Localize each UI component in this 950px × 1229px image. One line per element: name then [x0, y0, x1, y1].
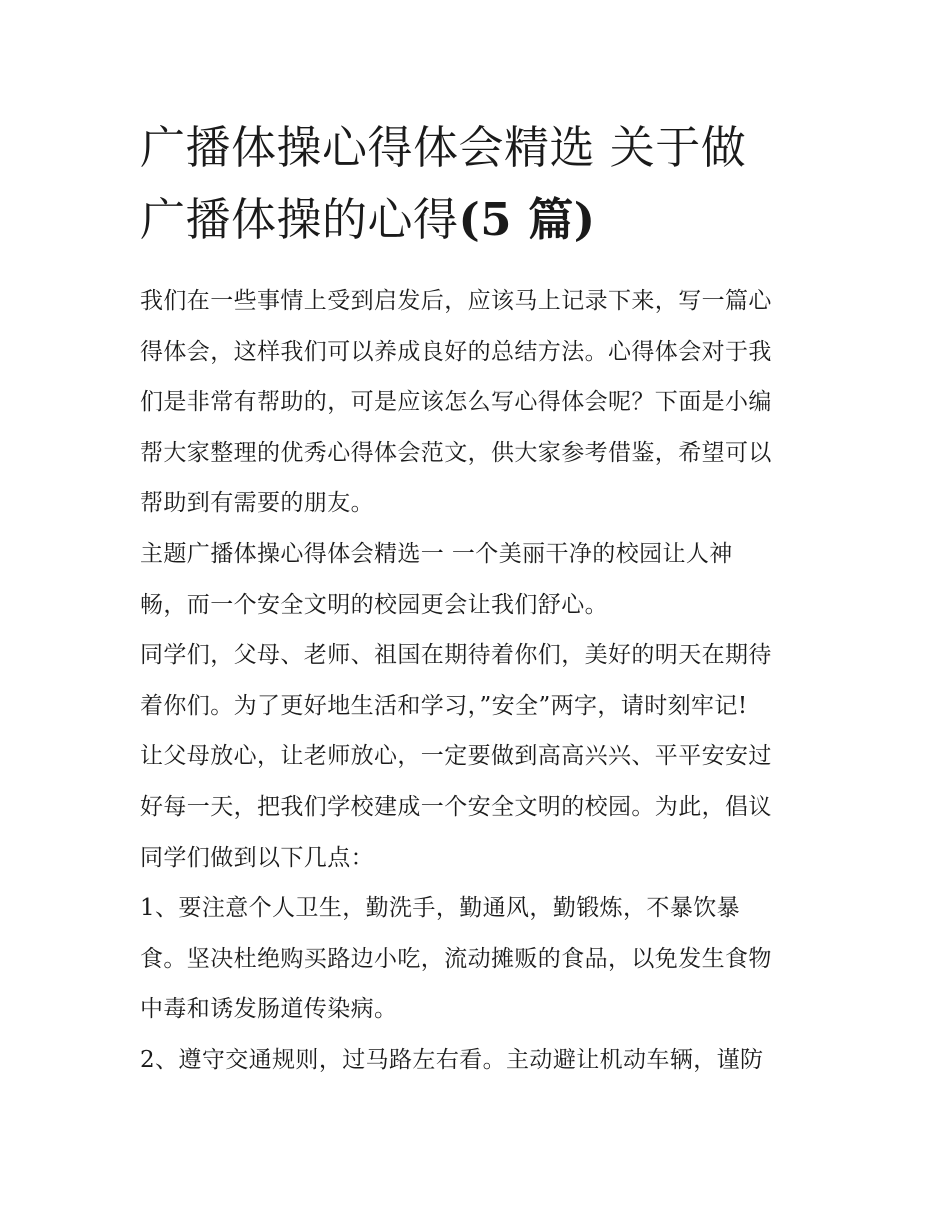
topic-paragraph: [140, 529, 816, 630]
title-line-2-text: 广播体操的心得: [140, 193, 459, 246]
text-line: 好每一天，把我们学校建成一个安全文明的校园。为此，倡议: [140, 793, 772, 820]
intro-paragraph: [140, 276, 816, 529]
text-line: 着你们。为了更好地生活和学习，”安全”两字，请时刻牢记!: [140, 692, 748, 719]
document-title: [140, 112, 816, 256]
text-line: 1、要注意个人卫生，勤洗手，勤通风，勤锻炼，不暴饮暴: [140, 895, 741, 922]
text-line: 食。坚决杜绝购买路边小吃，流动摊贩的食品，以免发生食物: [140, 945, 772, 972]
text-line: 得体会，这样我们可以养成良好的总结方法。心得体会对于我: [140, 338, 772, 365]
title-line-2-count: (5 篇): [458, 193, 596, 246]
text-line: 2、遵守交通规则，过马路左右看。主动避让机动车辆，谨防: [140, 1046, 764, 1073]
point-2-paragraph: [140, 1035, 816, 1086]
text-line: 们是非常有帮助的，可是应该怎么写心得体会呢？下面是小编: [140, 389, 772, 416]
text-line: 帮大家整理的优秀心得体会范文，供大家参考借鉴，希望可以: [140, 439, 772, 466]
text-line: 让父母放心，让老师放心，一定要做到高高兴兴、平平安安过: [140, 743, 772, 770]
document-page: [140, 112, 816, 1086]
text-line: 中毒和诱发肠道传染病。: [140, 996, 398, 1023]
title-line-1: 广播体操心得体会精选 关于做: [140, 121, 747, 174]
title-line-2: [140, 184, 816, 256]
text-line: 主题广播体操心得体会精选一 一个美丽干净的校园让人神: [140, 540, 733, 567]
point-1-paragraph: [140, 883, 816, 1035]
text-line: 同学们，父母、老师、祖国在期待着你们，美好的明天在期待: [140, 642, 772, 669]
text-line: 畅，而一个安全文明的校园更会让我们舒心。: [140, 591, 608, 618]
appeal-paragraph: [140, 630, 816, 883]
text-line: 同学们做到以下几点：: [140, 844, 374, 871]
text-line: 帮助到有需要的朋友。: [140, 490, 374, 517]
text-line: 我们在一些事情上受到启发后，应该马上记录下来，写一篇心: [140, 288, 772, 314]
